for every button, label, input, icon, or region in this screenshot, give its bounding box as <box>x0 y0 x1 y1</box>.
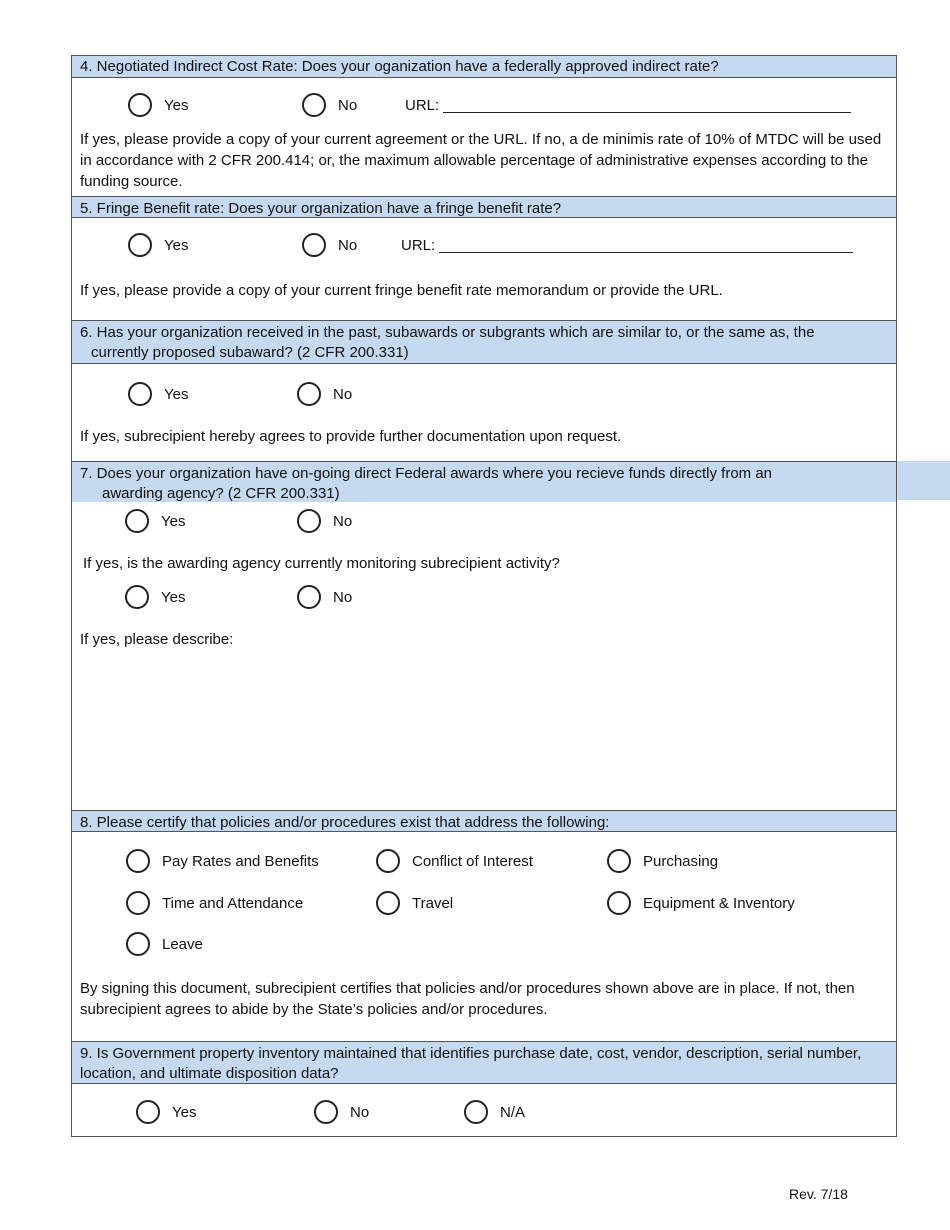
q7-followup: If yes, is the awarding agency currently monitoring subrecipient activity? <box>83 555 560 572</box>
q8-option-pay-rates[interactable] <box>126 849 319 873</box>
q7-followup-no-radio[interactable] <box>297 585 321 609</box>
q4-yes-option[interactable] <box>128 93 188 117</box>
q9-no-radio[interactable] <box>314 1100 338 1124</box>
q7-no-label: No <box>333 512 353 530</box>
q7-yes-option[interactable] <box>125 509 185 533</box>
q7-header <box>72 461 896 502</box>
q5-header: 5. Fringe Benefit rate: Does your organization have a fringe benefit rate? <box>72 196 896 218</box>
q6-note: If yes, subrecipient hereby agrees to provide further documentation upon request. <box>80 428 622 445</box>
q5-url-line[interactable] <box>439 238 853 253</box>
q9-yes-label: Yes <box>172 1103 197 1121</box>
q7-followup-yes-radio[interactable] <box>125 585 149 609</box>
q4-note: If yes, please provide a copy of your current agreement or the URL. If no, a de minimis rate of 10% of MTDC will be used in accordance with 2 CFR 200.414; or, the maximum allowable percentage of administrative expenses according to the funding source. <box>80 131 882 190</box>
q7-followup-yes-option[interactable] <box>125 585 185 609</box>
q4-yes-label: Yes <box>164 96 189 114</box>
q7-yes-label: Yes <box>161 512 186 530</box>
q6-yes-option[interactable] <box>128 382 188 406</box>
q4-no-radio[interactable] <box>302 93 326 117</box>
q9-na-option[interactable] <box>464 1100 525 1124</box>
q7-no-option[interactable] <box>297 509 352 533</box>
q8-note: By signing this document, subrecipient certifies that policies and/or procedures shown above are in place. If not, then subrecipient agrees to abide by the State’s policies and/or procedures. <box>80 980 855 1018</box>
q8-leave-label: Leave <box>162 935 203 953</box>
q8-equipment-label: Equipment & Inventory <box>643 894 795 912</box>
header-fill-bleed <box>897 461 950 500</box>
q6-header-line2: currently proposed subaward? (2 CFR 200.331) <box>91 344 409 361</box>
q4-url-field[interactable] <box>405 97 851 114</box>
q5-no-radio[interactable] <box>302 233 326 257</box>
q4-url-label: URL: <box>405 97 440 114</box>
q5-yes-label: Yes <box>164 236 189 254</box>
q7-describe-area[interactable] <box>80 654 885 804</box>
q8-time-attendance-label: Time and Attendance <box>162 894 304 912</box>
q4-yes-radio[interactable] <box>128 93 152 117</box>
q8-purchasing-label: Purchasing <box>643 852 719 870</box>
q8-time-attendance-radio[interactable] <box>126 891 150 915</box>
q5-yes-option[interactable] <box>128 233 188 257</box>
q8-purchasing-radio[interactable] <box>607 849 631 873</box>
q8-header: 8. Please certify that policies and/or procedures exist that address the following: <box>72 810 896 832</box>
q7-no-radio[interactable] <box>297 509 321 533</box>
questionnaire-form <box>71 55 897 1137</box>
q9-yes-option[interactable] <box>136 1100 196 1124</box>
q8-option-time-attendance[interactable] <box>126 891 303 915</box>
q8-travel-label: Travel <box>412 894 454 912</box>
q8-conflict-label: Conflict of Interest <box>412 852 533 870</box>
q6-header <box>72 320 896 364</box>
q8-pay-rates-label: Pay Rates and Benefits <box>162 852 319 870</box>
q8-leave-radio[interactable] <box>126 932 150 956</box>
q8-conflict-radio[interactable] <box>376 849 400 873</box>
q7-header-line1: 7. Does your organization have on-going direct Federal awards where you recieve funds directly from an <box>80 465 773 482</box>
q8-option-purchasing[interactable] <box>607 849 718 873</box>
revision-label: Rev. 7/18 <box>789 1186 848 1202</box>
q5-note: If yes, please provide a copy of your current fringe benefit rate memorandum or provide the URL. <box>80 282 723 299</box>
q8-option-travel[interactable] <box>376 891 453 915</box>
q9-header: 9. Is Government property inventory maintained that identifies purchase date, cost, vendor, description, serial number, location, and ultimate disposition data? <box>72 1041 896 1084</box>
q7-yes-radio[interactable] <box>125 509 149 533</box>
q4-no-label: No <box>338 96 358 114</box>
q5-no-option[interactable] <box>302 233 357 257</box>
q4-no-option[interactable] <box>302 93 357 117</box>
q8-pay-rates-radio[interactable] <box>126 849 150 873</box>
q6-yes-label: Yes <box>164 385 189 403</box>
q9-yes-radio[interactable] <box>136 1100 160 1124</box>
q9-no-label: No <box>350 1103 370 1121</box>
q4-url-line[interactable] <box>443 98 851 113</box>
q6-no-label: No <box>333 385 353 403</box>
q6-yes-radio[interactable] <box>128 382 152 406</box>
q5-no-label: No <box>338 236 358 254</box>
q6-header-line1: 6. Has your organization received in the past, subawards or subgrants which are similar to, or the same as, the <box>80 324 815 341</box>
q9-na-radio[interactable] <box>464 1100 488 1124</box>
q4-header: 4. Negotiated Indirect Cost Rate: Does your oganization have a federally approved indirect rate? <box>72 56 896 78</box>
q8-travel-radio[interactable] <box>376 891 400 915</box>
q9-no-option[interactable] <box>314 1100 369 1124</box>
q7-followup-yes-label: Yes <box>161 588 186 606</box>
q5-url-label: URL: <box>401 237 436 254</box>
q8-option-leave[interactable] <box>126 932 203 956</box>
q8-equipment-radio[interactable] <box>607 891 631 915</box>
q6-no-radio[interactable] <box>297 382 321 406</box>
q8-option-conflict-of-interest[interactable] <box>376 849 533 873</box>
q7-followup-no-label: No <box>333 588 353 606</box>
q6-no-option[interactable] <box>297 382 352 406</box>
q7-header-line2: awarding agency? (2 CFR 200.331) <box>102 485 340 502</box>
q5-url-field[interactable] <box>401 237 853 254</box>
q5-yes-radio[interactable] <box>128 233 152 257</box>
q7-followup-no-option[interactable] <box>297 585 352 609</box>
q9-na-label: N/A <box>500 1103 526 1121</box>
q8-option-equipment-inventory[interactable] <box>607 891 795 915</box>
q7-describe-label: If yes, please describe: <box>80 631 234 648</box>
